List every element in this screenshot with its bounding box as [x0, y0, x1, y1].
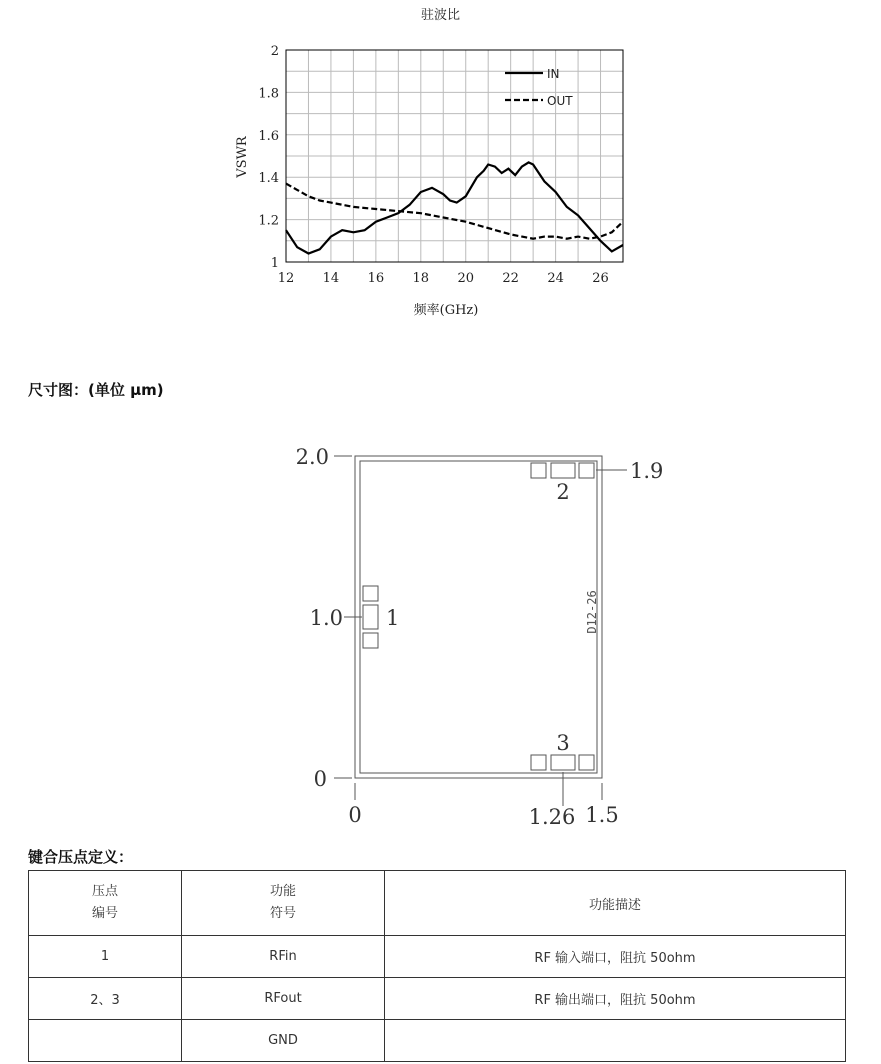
bond-heading: 键合压点定义：: [28, 848, 134, 866]
chart-title: 驻波比: [420, 8, 460, 23]
legend-label-out: OUT: [547, 94, 573, 108]
header-pad-number-line1: 压点: [91, 884, 118, 899]
x-tick-label: 16: [367, 271, 385, 286]
pad-3-center: [551, 755, 575, 770]
cell-description: RF 输出端口，阻抗 50ohm: [385, 978, 846, 1020]
cell-symbol: RFin: [182, 936, 385, 978]
cell-number: [29, 1020, 182, 1062]
cell-description: [385, 1020, 846, 1062]
x-tick-label: 24: [547, 271, 564, 286]
x-label-126: 1.26: [528, 805, 576, 829]
x-tick-label: 18: [412, 271, 430, 286]
pad-label-2: 2: [556, 480, 570, 504]
y-label-2: 2.0: [295, 445, 329, 469]
cell-number: 2、3: [29, 978, 182, 1020]
pad-label-3: 3: [556, 731, 570, 755]
y-tick-label: 1.8: [258, 86, 279, 102]
header-pad-number: [29, 871, 182, 936]
y-tick-label: 1.2: [258, 213, 279, 229]
header-function-description: 功能描述: [385, 871, 846, 936]
pad-1-bottom: [363, 633, 378, 648]
legend-label-in: IN: [547, 67, 560, 81]
y-tick-label: 1.4: [258, 171, 279, 187]
pad-1-center: [363, 605, 378, 629]
cell-number: 1: [29, 936, 182, 978]
y-tick-label: 1: [270, 256, 279, 271]
right-label: 1.9: [630, 459, 664, 483]
chart-ylabel: VSWR: [235, 136, 250, 178]
pad-2-center: [551, 463, 575, 478]
chart-xlabel: 频率(GHz): [413, 303, 479, 318]
table-row: [29, 936, 846, 978]
x-label-15: 1.5: [585, 803, 619, 827]
x-tick-label: 14: [322, 271, 340, 286]
y-tick-label: 1.6: [258, 128, 279, 144]
cell-symbol: RFout: [182, 978, 385, 1020]
dimension-heading: 尺寸图：(单位 μm): [28, 381, 164, 399]
bond-table: [28, 870, 846, 1062]
x-tick-label: 12: [277, 271, 295, 286]
cell-symbol: GND: [182, 1020, 385, 1062]
x-tick-label: 22: [502, 271, 519, 286]
x-tick-label: 20: [457, 271, 475, 286]
pad-label-1: 1: [386, 606, 400, 630]
y-label-1: 1.0: [309, 606, 343, 630]
header-pad-number-line2: 编号: [91, 906, 118, 921]
x-tick-label: 26: [592, 271, 609, 286]
cell-description: RF 输入端口，阻抗 50ohm: [385, 936, 846, 978]
y-tick-label: 2: [270, 44, 279, 59]
header-function-symbol-line1: 功能: [269, 884, 296, 899]
pad-1-top: [363, 586, 378, 601]
pad-3-left: [531, 755, 546, 770]
pad-2-right: [579, 463, 594, 478]
header-function-symbol-line2: 符号: [269, 906, 296, 921]
pad-2-left: [531, 463, 546, 478]
pad-3-right: [579, 755, 594, 770]
table-row: [29, 978, 846, 1020]
x-label-0: 0: [348, 803, 362, 827]
table-row: [29, 1020, 846, 1062]
header-function-symbol: [182, 871, 385, 936]
table-header-row: [29, 871, 846, 936]
chip-label: D12-26: [585, 590, 599, 634]
y-label-0: 0: [313, 767, 327, 791]
